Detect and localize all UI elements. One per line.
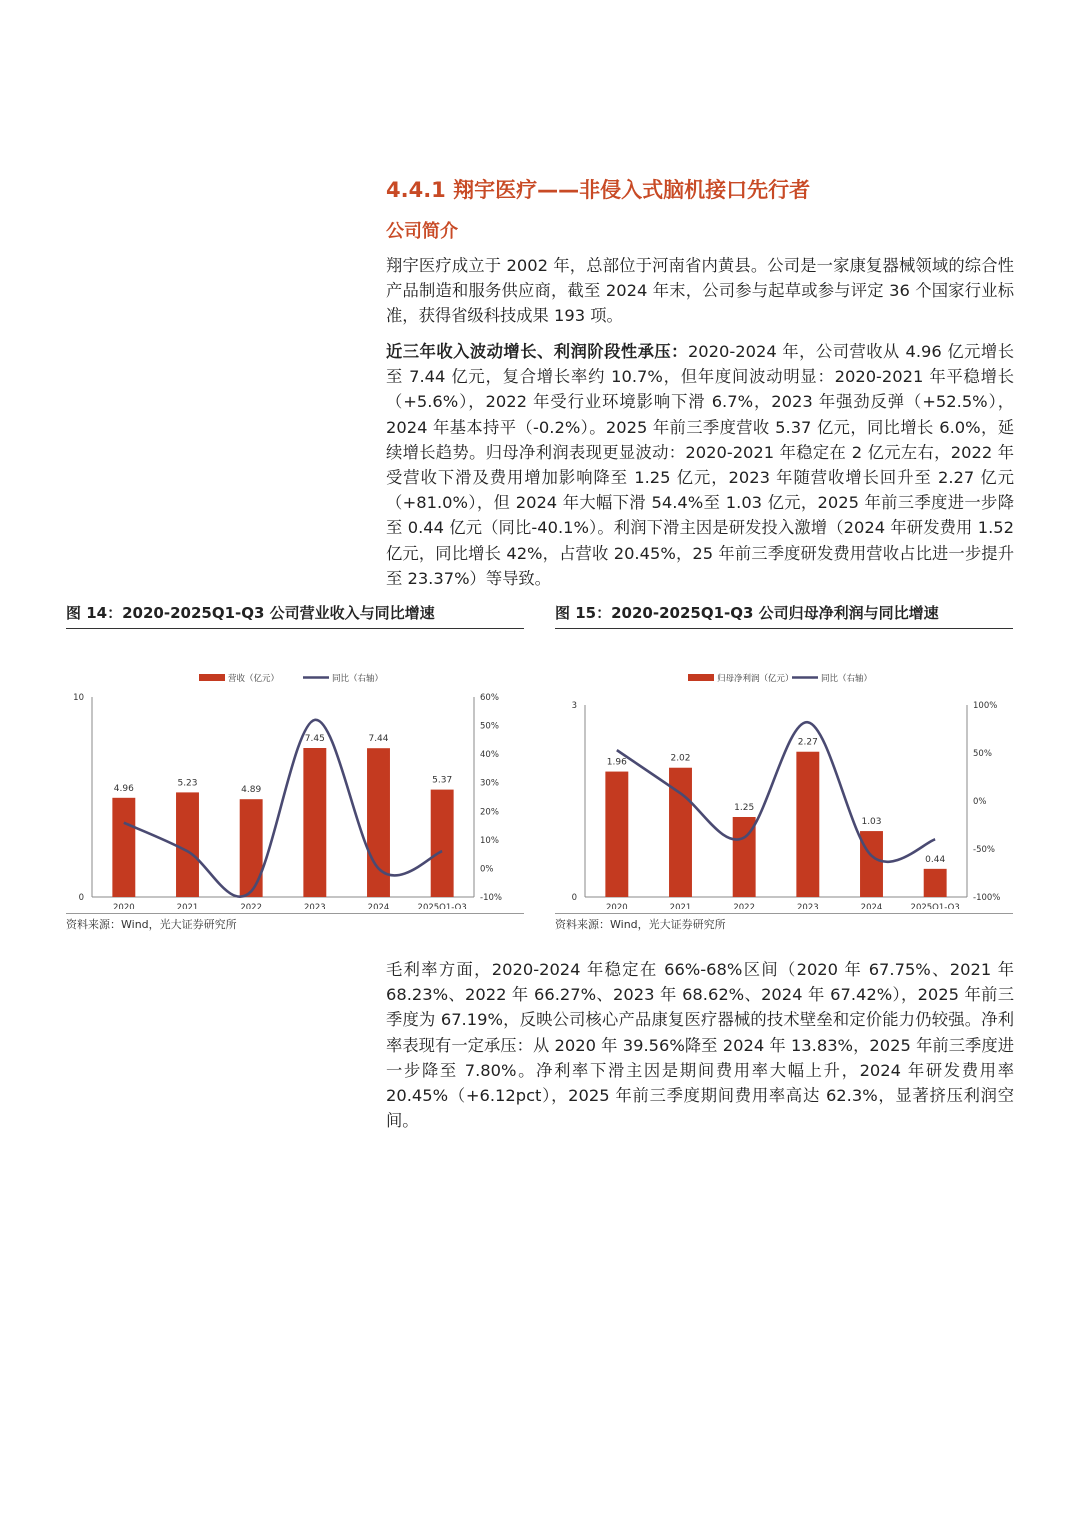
bar [860, 831, 883, 897]
bar-data-label: 2.02 [670, 753, 691, 764]
y-left-tick-label: 0 [571, 893, 577, 903]
section-title: 4.4.1 翔宇医疗——非侵入式脑机接口先行者 [386, 178, 811, 202]
bar-data-label: 1.25 [734, 803, 755, 813]
bar-data-label: 4.96 [113, 783, 134, 794]
bar-data-label: 1.96 [606, 757, 627, 768]
bar [605, 772, 628, 897]
paragraph-body: 2020-2024 年，公司营收从 4.96 亿元增长至 7.44 亿元，复合增长率约 10.7%，但年度间波动明显：2020-2021 年平稳增长（+5.6%），2022 年受行业环境影响下滑 6.7%，2023 年强劲反弹（+52.5%），2024 年基本持平（-0.2%）。2025 年前三季度营收 5.37 亿元，同比增长 6.0%，延续增长趋势。归母净利润表现更显波动：2020-2021 年稳定在 2 亿元左右，2022 年受营收下滑及费用增加影响降至 1.25 亿元，2023 年随营收增长回升至 2.27 亿元（+81.0%），但 2024 年大幅下滑 54.4%至 1.03 亿元，2025 年前三季度进一步降至 0.44 亿元（同比-40.1%）。利润下滑主因是研发投入激增（2024 年研发费用 1.52 亿元，同比增长 42%，占营收 20.45%，25 年前三季度研发费用营收占比进一步提升至 23.37%）等导致。 [386, 342, 1014, 588]
legend-bar-label: 营收（亿元） [228, 674, 280, 684]
paragraph-margin: 毛利率方面，2020-2024 年稳定在 66%-68%区间（2020 年 67.75%、2021 年 68.23%、2022 年 66.27%、2023 年 68.62%、2024 年 67.42%），2025 年前三季度为 67.19%，反映公司核心产品康复医疗器械的技术壁垒和定价能力仍较强。净利率表现有一定承压：从 2020 年 39.56%降至 2024 年 13.83%，2025 年前三季度进一步降至 7.80%。净利率下滑主因是期间费用率大幅上升，2024 年研发费用率 20.45%（+6.12pct），2025 年前三季度期间费用率高达 62.3%，显著挤压利润空间。 [386, 960, 1014, 1131]
revenue-chart [66, 629, 524, 909]
y-right-tick-label: 50% [973, 749, 992, 759]
bar-data-label: 2.27 [797, 737, 818, 748]
bar-data-label: 5.23 [177, 778, 198, 789]
y-left-tick-label: 0 [78, 893, 84, 903]
bar-data-label: 1.03 [861, 817, 882, 828]
x-tick-label: 2021 [176, 903, 199, 909]
legend-bar-swatch [688, 674, 714, 681]
sub-title: 公司简介 [386, 221, 458, 242]
paragraph-lead: 近三年收入波动增长、利润阶段性承压： [386, 342, 688, 361]
figure-14 [66, 600, 524, 932]
bar [796, 752, 819, 897]
y-left-tick-label: 3 [571, 701, 577, 711]
net-profit-chart [555, 629, 1013, 909]
x-tick-label: 2022 [733, 903, 755, 909]
x-tick-label: 2020 [113, 903, 135, 909]
x-tick-label: 2023 [304, 903, 326, 909]
figure-15-source: 资料来源：Wind，光大证券研究所 [555, 918, 726, 931]
x-tick-label: 2021 [669, 903, 692, 909]
bar [924, 869, 947, 897]
legend-bar-swatch [199, 674, 225, 681]
y-right-tick-label: 0% [480, 864, 494, 875]
paragraph-revenue-profit [386, 339, 1014, 591]
y-right-tick-label: 100% [973, 701, 998, 711]
y-right-tick-label: 10% [480, 835, 499, 846]
bar [303, 748, 326, 897]
y-right-tick-label: -50% [973, 845, 995, 855]
figure-15 [555, 600, 1013, 932]
bar [431, 790, 454, 897]
y-right-tick-label: 30% [480, 778, 499, 789]
bar [112, 798, 135, 897]
legend-line-label: 同比（右轴） [821, 674, 873, 684]
bar-data-label: 5.37 [432, 775, 453, 786]
x-tick-label: 2025Q1-Q3 [910, 903, 960, 909]
bar-data-label: 7.45 [304, 734, 325, 744]
bar [176, 792, 199, 897]
y-right-tick-label: -10% [480, 893, 502, 903]
bar-data-label: 7.44 [368, 734, 389, 745]
x-tick-label: 2020 [606, 903, 628, 909]
figure-15-title: 图 15：2020-2025Q1-Q3 公司归母净利润与同比增速 [555, 600, 1013, 629]
y-right-tick-label: 40% [480, 750, 499, 761]
y-left-tick-label: 10 [73, 693, 84, 703]
y-right-tick-label: 50% [480, 721, 499, 732]
x-tick-label: 2022 [240, 903, 262, 909]
y-right-tick-label: 0% [973, 797, 987, 807]
y-right-tick-label: 60% [480, 693, 499, 703]
figure-14-source: 资料来源：Wind，光大证券研究所 [66, 918, 237, 931]
legend-bar-label: 归母净利润（亿元） [717, 674, 794, 684]
x-tick-label: 2024 [860, 903, 883, 909]
x-tick-label: 2024 [367, 903, 390, 909]
x-tick-label: 2023 [797, 903, 819, 909]
y-right-tick-label: -100% [973, 893, 1001, 903]
bar-data-label: 4.89 [241, 785, 262, 796]
x-tick-label: 2025Q1-Q3 [417, 903, 467, 909]
figure-14-title: 图 14：2020-2025Q1-Q3 公司营业收入与同比增速 [66, 600, 524, 629]
bar-data-label: 0.44 [925, 854, 946, 865]
paragraph-company-intro: 翔宇医疗成立于 2002 年，总部位于河南省内黄县。公司是一家康复器械领域的综合性产品制造和服务供应商，截至 2024 年末，公司参与起草或参与评定 36 个国家行业标准，获得省级科技成果 193 项。 [386, 256, 1014, 326]
growth-line [617, 722, 935, 862]
growth-line [124, 720, 442, 897]
bar [240, 799, 263, 897]
y-right-tick-label: 20% [480, 807, 499, 818]
legend-line-label: 同比（右轴） [332, 674, 384, 684]
